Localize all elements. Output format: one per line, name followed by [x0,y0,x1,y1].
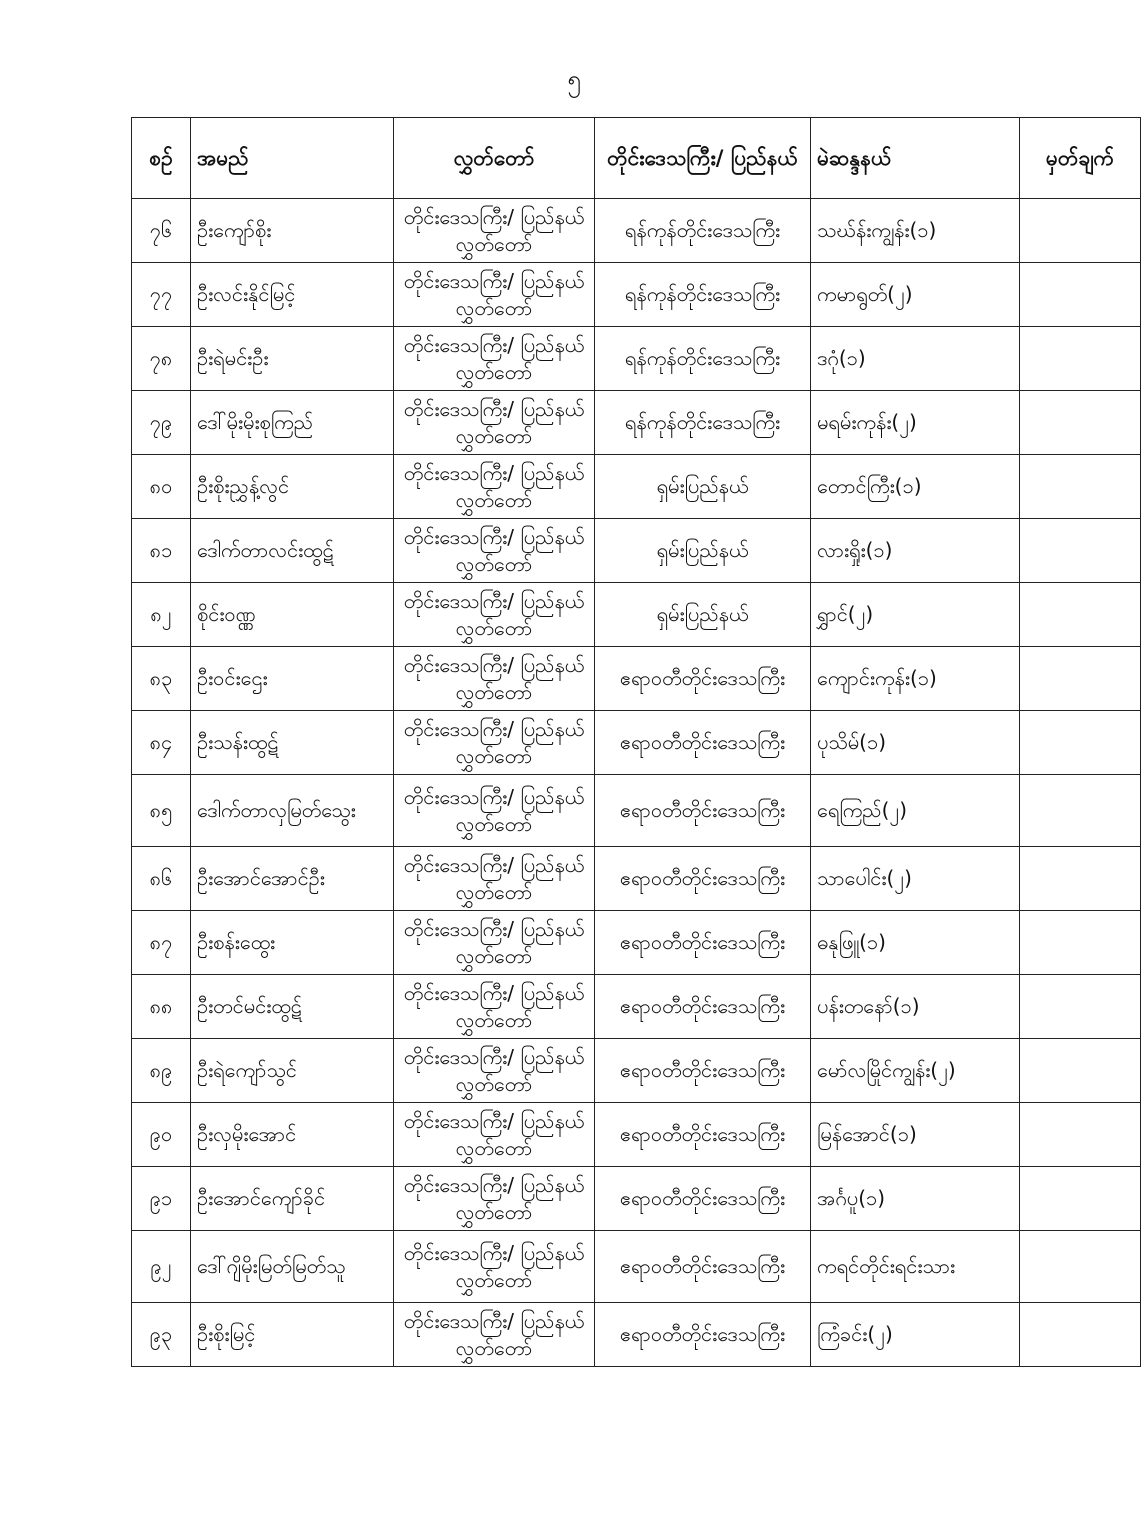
cell-name: ဦးတင်မင်းထွဋ် [191,975,394,1039]
cell-region: ရန်ကုန်တိုင်းဒေသကြီး [595,199,811,263]
cell-region: ရန်ကုန်တိုင်းဒေသကြီး [595,263,811,327]
cell-name: ဒေါ်မိုးမိုးစုကြည် [191,391,394,455]
cell-no: ၈၈ [132,975,191,1039]
cell-parliament: တိုင်းဒေသကြီး/ ပြည်နယ်လွှတ်တော် [394,327,595,391]
cell-parliament: တိုင်းဒေသကြီး/ ပြည်နယ်လွှတ်တော် [394,1103,595,1167]
cell-no: ၇၈ [132,327,191,391]
page-number: ၅ [567,65,581,93]
table-header [132,118,1141,199]
header-constituency: မဲဆန္ဒနယ် [811,118,1020,199]
cell-region: ဧရာဝတီတိုင်းဒေသကြီး [595,711,811,775]
table-row [132,1167,1141,1231]
cell-remarks [1020,711,1141,775]
cell-constituency: ကျောင်းကုန်း(၁) [811,647,1020,711]
cell-region: ရှမ်းပြည်နယ် [595,583,811,647]
cell-remarks [1020,1231,1141,1303]
cell-parliament: တိုင်းဒေသကြီး/ ပြည်နယ်လွှတ်တော် [394,911,595,975]
table-row [132,775,1141,847]
cell-parliament: တိုင်းဒေသကြီး/ ပြည်နယ်လွှတ်တော် [394,391,595,455]
cell-constituency: ပန်းတနော်(၁) [811,975,1020,1039]
cell-name: ဦးရဲမင်းဦး [191,327,394,391]
cell-constituency: အင်္ဂပူ(၁) [811,1167,1020,1231]
cell-name: ဦးလှမိုးအောင် [191,1103,394,1167]
cell-name: ဒေါက်တာလှမြတ်သွေး [191,775,394,847]
cell-parliament: တိုင်းဒေသကြီး/ ပြည်နယ်လွှတ်တော် [394,519,595,583]
cell-name: ဦးရဲကျော်သွင် [191,1039,394,1103]
cell-parliament: တိုင်းဒေသကြီး/ ပြည်နယ်လွှတ်တော် [394,583,595,647]
cell-no: ၈၃ [132,647,191,711]
cell-remarks [1020,583,1141,647]
cell-constituency: လားရှိုး(၁) [811,519,1020,583]
cell-no: ၈၁ [132,519,191,583]
table-row [132,519,1141,583]
cell-parliament: တိုင်းဒေသကြီး/ ပြည်နယ်လွှတ်တော် [394,711,595,775]
cell-remarks [1020,975,1141,1039]
cell-region: ဧရာဝတီတိုင်းဒေသကြီး [595,775,811,847]
cell-remarks [1020,519,1141,583]
header-remarks: မှတ်ချက် [1020,118,1141,199]
header-no: စဉ် [132,118,191,199]
cell-no: ၉၁ [132,1167,191,1231]
cell-name: ဦးသန်းထွဋ် [191,711,394,775]
cell-no: ၈၂ [132,583,191,647]
header-row [132,118,1141,199]
cell-region: ဧရာဝတီတိုင်းဒေသကြီး [595,1039,811,1103]
cell-region: ရန်ကုန်တိုင်းဒေသကြီး [595,327,811,391]
cell-constituency: ရွှာင်(၂) [811,583,1020,647]
cell-constituency: သဃ်န်းကျွန်း(၁) [811,199,1020,263]
table-row [132,455,1141,519]
cell-remarks [1020,327,1141,391]
cell-remarks [1020,911,1141,975]
table-row [132,327,1141,391]
cell-remarks [1020,455,1141,519]
cell-parliament: တိုင်းဒေသကြီး/ ပြည်နယ်လွှတ်တော် [394,975,595,1039]
cell-no: ၇၇ [132,263,191,327]
cell-constituency: ဓနုဖြူ(၁) [811,911,1020,975]
table-row [132,263,1141,327]
cell-remarks [1020,775,1141,847]
table-row [132,847,1141,911]
cell-no: ၉၀ [132,1103,191,1167]
cell-no: ၉၂ [132,1231,191,1303]
table-row [132,711,1141,775]
cell-region: ရှမ်းပြည်နယ် [595,519,811,583]
cell-region: ဧရာဝတီတိုင်းဒေသကြီး [595,647,811,711]
cell-constituency: ကရင်တိုင်းရင်းသား [811,1231,1020,1303]
table-row [132,1039,1141,1103]
cell-region: ရှမ်းပြည်နယ် [595,455,811,519]
cell-region: ဧရာဝတီတိုင်းဒေသကြီး [595,975,811,1039]
cell-name: ဦးစိုးမြင့် [191,1303,394,1367]
cell-parliament: တိုင်းဒေသကြီး/ ပြည်နယ်လွှတ်တော် [394,847,595,911]
cell-no: ၈၀ [132,455,191,519]
cell-constituency: ပုသိမ်(၁) [811,711,1020,775]
cell-remarks [1020,1039,1141,1103]
cell-region: ရန်ကုန်တိုင်းဒေသကြီး [595,391,811,455]
cell-region: ဧရာဝတီတိုင်းဒေသကြီး [595,1167,811,1231]
table-row [132,1303,1141,1367]
cell-name: ဦးလင်းနိုင်မြင့် [191,263,394,327]
cell-constituency: ဒဂုံ(၁) [811,327,1020,391]
cell-region: ဧရာဝတီတိုင်းဒေသကြီး [595,1231,811,1303]
table-body [132,199,1141,1367]
cell-remarks [1020,263,1141,327]
cell-constituency: မရမ်းကုန်း(၂) [811,391,1020,455]
cell-remarks [1020,199,1141,263]
cell-no: ၈၇ [132,911,191,975]
cell-constituency: တောင်ကြီး(၁) [811,455,1020,519]
cell-name: ဦးဝင်းဌေး [191,647,394,711]
cell-name: ဦးကျော်စိုး [191,199,394,263]
cell-region: ဧရာဝတီတိုင်းဒေသကြီး [595,1303,811,1367]
cell-name: ဦးစန်းထွေး [191,911,394,975]
cell-parliament: တိုင်းဒေသကြီး/ ပြည်နယ်လွှတ်တော် [394,1039,595,1103]
cell-constituency: သာပေါင်း(၂) [811,847,1020,911]
cell-name: ဦးအောင်ကျော်ခိုင် [191,1167,394,1231]
header-region: တိုင်းဒေသကြီး/ ပြည်နယ် [595,118,811,199]
cell-region: ဧရာဝတီတိုင်းဒေသကြီး [595,1103,811,1167]
cell-name: ဒေါက်တာလင်းထွဋ် [191,519,394,583]
cell-remarks [1020,847,1141,911]
cell-parliament: တိုင်းဒေသကြီး/ ပြည်နယ်လွှတ်တော် [394,647,595,711]
header-name: အမည် [191,118,394,199]
cell-remarks [1020,1167,1141,1231]
cell-name: စိုင်းဝဏ္ဏ [191,583,394,647]
table-row [132,1103,1141,1167]
cell-constituency: ရေကြည်(၂) [811,775,1020,847]
cell-parliament: တိုင်းဒေသကြီး/ ပြည်နယ်လွှတ်တော် [394,1303,595,1367]
cell-remarks [1020,1303,1141,1367]
table-row [132,391,1141,455]
cell-no: ၇၆ [132,199,191,263]
cell-region: ဧရာဝတီတိုင်းဒေသကြီး [595,911,811,975]
cell-no: ၈၅ [132,775,191,847]
table-row [132,647,1141,711]
cell-no: ၉၃ [132,1303,191,1367]
table-row [132,911,1141,975]
table-row [132,975,1141,1039]
table-row [132,583,1141,647]
cell-name: ဦးစိုးညွှန့်လွင် [191,455,394,519]
cell-no: ၈၄ [132,711,191,775]
cell-parliament: တိုင်းဒေသကြီး/ ပြည်နယ်လွှတ်တော် [394,199,595,263]
cell-parliament: တိုင်းဒေသကြီး/ ပြည်နယ်လွှတ်တော် [394,455,595,519]
cell-parliament: တိုင်းဒေသကြီး/ ပြည်နယ်လွှတ်တော် [394,263,595,327]
cell-region: ဧရာဝတီတိုင်းဒေသကြီး [595,847,811,911]
table-row [132,1231,1141,1303]
cell-constituency: မော်လမြိုင်ကျွန်း(၂) [811,1039,1020,1103]
cell-remarks [1020,647,1141,711]
table-row [132,199,1141,263]
cell-parliament: တိုင်းဒေသကြီး/ ပြည်နယ်လွှတ်တော် [394,775,595,847]
cell-constituency: မြန်အောင်(၁) [811,1103,1020,1167]
cell-remarks [1020,1103,1141,1167]
cell-parliament: တိုင်းဒေသကြီး/ ပြည်နယ်လွှတ်တော် [394,1167,595,1231]
cell-name: ဒေါ်ဂျိမိုးမြတ်မြတ်သူ [191,1231,394,1303]
header-parliament: လွှတ်တော် [394,118,595,199]
representatives-table [131,117,1141,1367]
cell-no: ၇၉ [132,391,191,455]
cell-no: ၈၆ [132,847,191,911]
cell-name: ဦးအောင်အောင်ဦး [191,847,394,911]
cell-constituency: ကမာရွတ်(၂) [811,263,1020,327]
cell-remarks [1020,391,1141,455]
cell-constituency: ကြံခင်း(၂) [811,1303,1020,1367]
cell-parliament: တိုင်းဒေသကြီး/ ပြည်နယ်လွှတ်တော် [394,1231,595,1303]
cell-no: ၈၉ [132,1039,191,1103]
